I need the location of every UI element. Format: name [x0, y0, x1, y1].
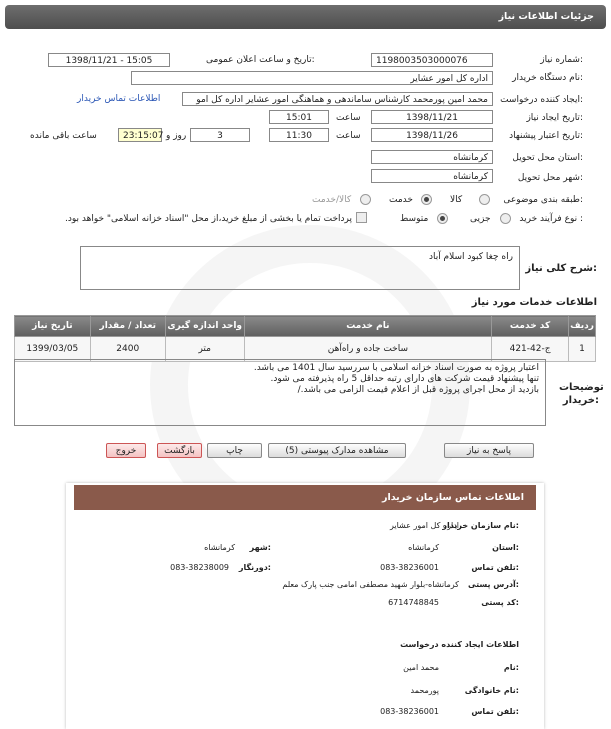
family-value-card: پورمحمد — [410, 686, 439, 695]
cell-row: 1 — [569, 337, 596, 362]
buyer-notes-label: توضیحات خریدار: — [559, 382, 604, 406]
province-value-card: کرمانشاه — [408, 543, 439, 552]
buyer-notes-textarea[interactable] — [14, 359, 546, 426]
family-label-card: نام خانوادگی: — [464, 686, 519, 695]
contact-card-header — [74, 485, 536, 510]
buyer-note-line: تنها پیشنهاد قیمت شرکت های دارای رتبه حداقل 5 راه پذیرفته می شود. — [270, 374, 539, 384]
cell-unit: متر — [165, 337, 244, 362]
th-service-code: کد خدمت — [492, 316, 569, 337]
remaining-label: ساعت باقی مانده — [30, 131, 97, 141]
province-field[interactable]: کرمانشاه — [371, 150, 493, 164]
validity-label: تاریخ اعتبار پیشنهاد: — [509, 131, 583, 141]
print-button[interactable]: چاپ — [207, 443, 262, 458]
creator-phone-value: 083-38236001 — [380, 707, 439, 716]
back-button[interactable]: بازگشت — [157, 443, 202, 458]
category-radio-service[interactable] — [421, 194, 432, 205]
contact-card-title: اطلاعات تماس سازمان خریدار — [381, 492, 524, 503]
announce-field[interactable]: 1398/11/21 - 15:05 — [48, 53, 170, 67]
days-field[interactable]: 3 — [190, 128, 250, 142]
th-qty: تعداد / مقدار — [90, 316, 165, 337]
phone-value-card: 083-38236001 — [380, 563, 439, 572]
creator-label: ایجاد کننده درخواست: — [500, 95, 583, 105]
process-option-minor: جزیی — [470, 214, 491, 224]
phone-label-card: تلفن تماس: — [471, 563, 519, 572]
validity-time-field[interactable]: 11:30 — [269, 128, 329, 142]
payment-note: پرداخت تمام یا بخشی از مبلغ خرید،از محل "اسناد خزانه اسلامی" خواهد بود. — [64, 214, 352, 224]
page-header — [5, 5, 606, 29]
fax-label-card: دورنگار: — [238, 563, 271, 572]
reply-button[interactable]: پاسخ به نیاز — [444, 443, 534, 458]
created-date-field[interactable]: 1398/11/21 — [371, 110, 493, 124]
summary-textarea[interactable] — [80, 246, 520, 290]
th-unit: واحد اندازه گیری — [165, 316, 244, 337]
created-date-label: تاریخ ایجاد نیاز: — [526, 113, 583, 123]
name-label-card: نام: — [503, 663, 519, 672]
postal-value-card: 6714748845 — [388, 598, 439, 607]
summary-label: شرح کلی نیاز: — [525, 263, 597, 274]
org-label: نام سازمان خریدار: — [442, 521, 519, 530]
process-radio-minor[interactable] — [500, 213, 511, 224]
cell-qty: 2400 — [90, 337, 165, 362]
services-table — [14, 315, 596, 362]
process-label: نوع فرآیند خرید : — [519, 214, 583, 224]
city-field[interactable]: کرمانشاه — [371, 169, 493, 183]
category-option-both: کالا/خدمت — [312, 195, 352, 205]
cell-service-code: ج-42-421 — [492, 337, 569, 362]
address-value-card: کرمانشاه-بلوار شهید مصطفی امامی جنب پارک معلم — [282, 580, 459, 589]
th-row: ردیف — [569, 316, 596, 337]
fax-value-card: 083-38238009 — [170, 563, 229, 572]
category-option-service: خدمت — [389, 195, 413, 205]
name-value-card: محمد امین — [403, 663, 439, 672]
category-radio-both[interactable] — [360, 194, 371, 205]
remaining-time-field: 23:15:07 — [118, 128, 162, 142]
payment-checkbox[interactable] — [356, 212, 367, 223]
table-row — [15, 337, 596, 362]
buyer-note-line: اعتبار پروژه به صورت اسناد خزانه اسلامی با سررسید سال 1401 می باشد. — [253, 363, 539, 373]
buyer-org-field[interactable]: اداره کل امور عشایر — [131, 71, 493, 85]
creator-info-title: اطلاعات ایجاد کننده درخواست — [400, 640, 519, 649]
category-label: طبقه بندی موضوعی: — [503, 195, 583, 205]
attachments-button[interactable]: مشاهده مدارک پیوستی (5) — [268, 443, 406, 458]
th-service-name: نام خدمت — [244, 316, 491, 337]
city-value-card: کرمانشاه — [204, 543, 235, 552]
page-title: جزئیات اطلاعات نیاز — [498, 11, 594, 22]
address-label-card: آدرس پستی: — [468, 580, 519, 589]
city-label-card: شهر: — [249, 543, 271, 552]
buyer-org-label: نام دستگاه خریدار: — [512, 73, 583, 83]
exit-button[interactable]: خروج — [106, 443, 146, 458]
cell-service-name: ساخت جاده و راه‌آهن — [244, 337, 491, 362]
cell-need-date: 1399/03/05 — [15, 337, 91, 362]
org-value: اداره کل امور عشایر — [389, 521, 459, 530]
days-label: روز و — [166, 131, 187, 141]
announce-label: تاریخ و ساعت اعلان عمومی: — [206, 55, 315, 65]
buyer-note-line: بازدید از محل اجرای پروژه قبل از اعلام قیمت الزامی می باشد./ — [297, 385, 539, 395]
province-label: استان محل تحویل: — [512, 153, 583, 163]
province-label-card: استان: — [492, 543, 519, 552]
city-label: شهر محل تحویل: — [517, 173, 583, 183]
buyer-contact-link[interactable]: اطلاعات تماس خریدار — [77, 94, 161, 104]
validity-time-label: ساعت — [336, 131, 361, 141]
th-need-date: تاریخ نیاز — [15, 316, 91, 337]
category-option-goods: کالا — [450, 195, 463, 205]
created-time-label: ساعت — [336, 113, 361, 123]
need-number-field[interactable]: 1198003503000076 — [371, 53, 493, 67]
created-time-field[interactable]: 15:01 — [269, 110, 329, 124]
summary-text: راه چغا کبود اسلام آباد — [428, 252, 513, 262]
validity-date-field[interactable]: 1398/11/26 — [371, 128, 493, 142]
creator-phone-label: تلفن تماس: — [471, 707, 519, 716]
need-number-label: شماره نیاز: — [540, 55, 583, 65]
category-radio-goods[interactable] — [479, 194, 490, 205]
creator-field[interactable]: محمد امین پورمحمد کارشناس ساماندهی و هماهنگی امور عشایر اداره کل امو — [182, 92, 493, 106]
postal-label-card: کد پستی: — [481, 598, 519, 607]
process-option-medium: متوسط — [400, 214, 429, 224]
services-title: اطلاعات خدمات مورد نیاز — [471, 297, 597, 308]
process-radio-medium[interactable] — [437, 213, 448, 224]
